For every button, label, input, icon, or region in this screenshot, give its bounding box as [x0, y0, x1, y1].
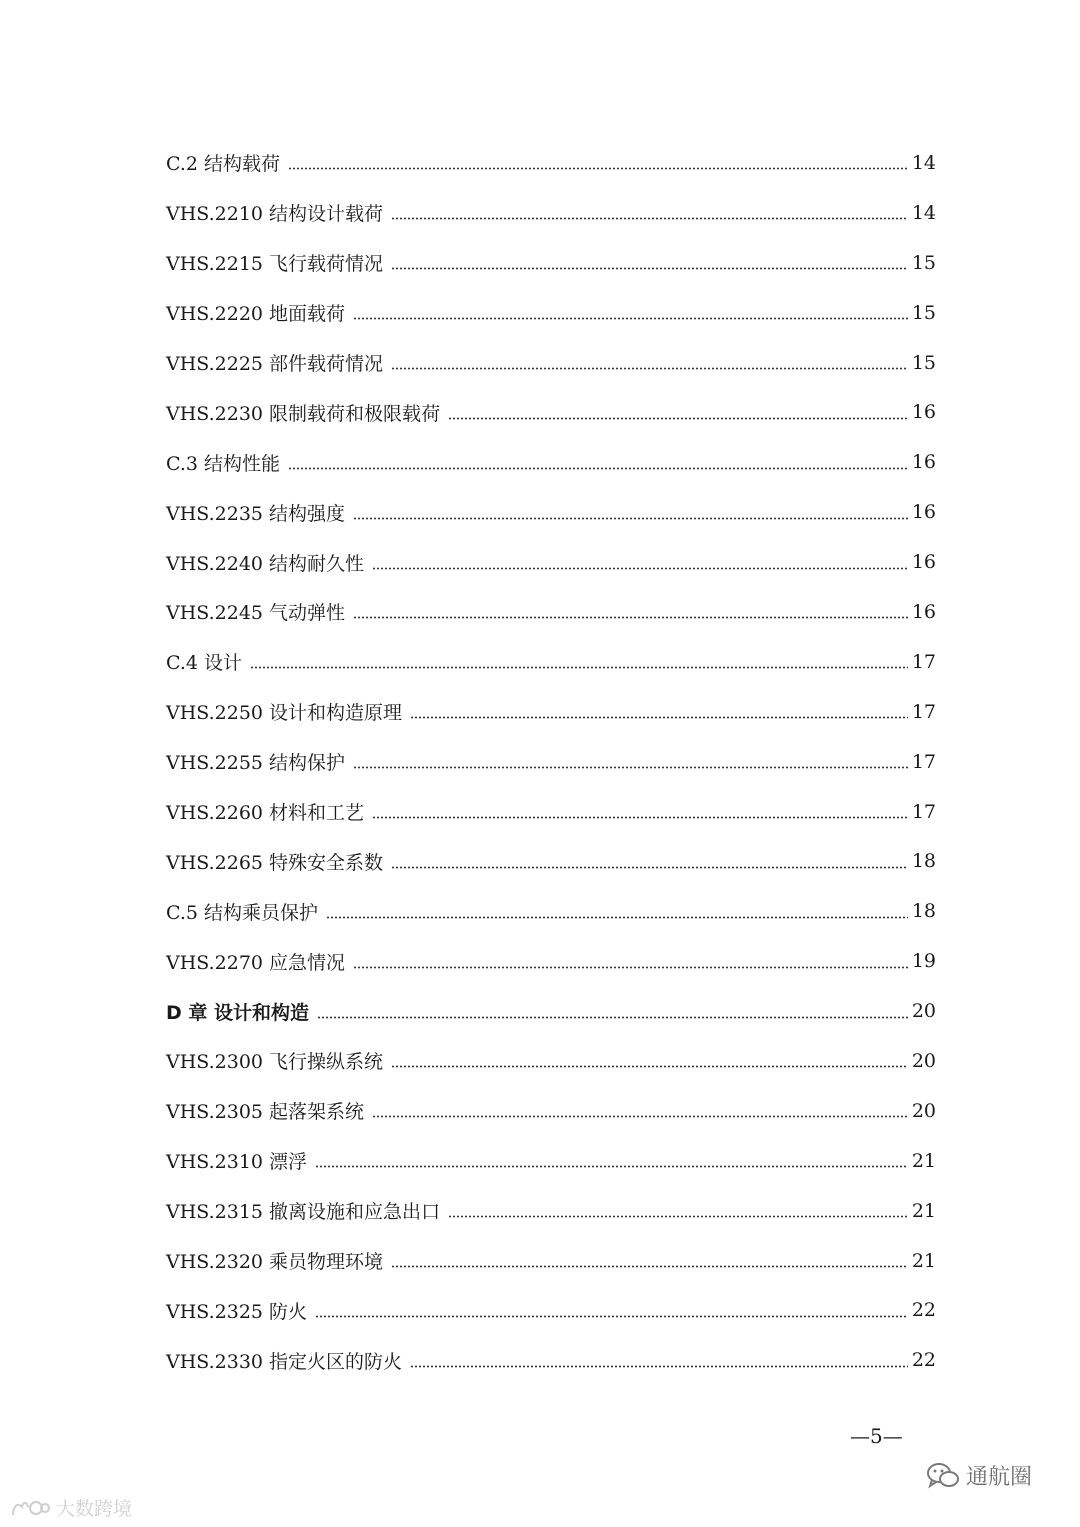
- toc-entry: [166, 587, 936, 637]
- toc-entry: [166, 1285, 936, 1335]
- toc-entry: [166, 238, 936, 288]
- toc-entry: [166, 138, 936, 188]
- toc-leader-dots: [315, 1301, 908, 1320]
- toc-leader-dots: [391, 1251, 908, 1270]
- toc-entry-title: VHS.2260 材料和工艺: [166, 802, 365, 825]
- toc-entry-title: C.3 结构性能: [166, 452, 281, 475]
- toc-entry: [166, 886, 936, 936]
- toc-leader-dots: [391, 852, 908, 871]
- toc-leader-dots: [353, 303, 908, 322]
- toc-entry-page: 16: [911, 501, 936, 524]
- toc-entry: [166, 338, 936, 388]
- toc-entry-title: VHS.2250 设计和构造原理: [166, 702, 403, 725]
- toc-entry-page: 15: [911, 251, 936, 274]
- toc-entry-page: 15: [911, 351, 936, 374]
- toc-entry: [166, 1136, 936, 1186]
- toc-entry-page: 22: [911, 1349, 936, 1372]
- toc-entry-title: C.5 结构乘员保护: [166, 901, 319, 924]
- toc-leader-dots: [353, 602, 908, 621]
- toc-entry: [166, 487, 936, 537]
- toc-entry: [166, 637, 936, 687]
- toc-entry-page: 20: [911, 1000, 936, 1023]
- toc-entry-page: 18: [911, 850, 936, 873]
- toc-entry: [166, 437, 936, 487]
- page-number: —5—: [850, 1424, 903, 1448]
- toc-entry-page: 18: [911, 900, 936, 923]
- toc-entry-title: D 章 设计和构造: [166, 1001, 310, 1024]
- toc-entry: [166, 1186, 936, 1236]
- toc-entry-page: 14: [911, 201, 936, 224]
- toc-entry-title: C.4 设计: [166, 652, 243, 675]
- toc-entry-page: 21: [911, 1199, 936, 1222]
- toc-leader-dots: [448, 1201, 908, 1220]
- toc-entry: [166, 836, 936, 886]
- toc-entry-page: 17: [911, 800, 936, 823]
- hand-logo-icon: [10, 1498, 50, 1518]
- toc-entry-page: 16: [911, 551, 936, 574]
- toc-entry: [166, 986, 936, 1036]
- toc-leader-dots: [372, 1101, 908, 1120]
- toc-entry-title: VHS.2255 结构保护: [166, 752, 346, 775]
- toc-leader-dots: [315, 1151, 908, 1170]
- toc-leader-dots: [391, 203, 908, 222]
- toc-entry-title: VHS.2265 特殊安全系数: [166, 851, 384, 874]
- toc-entry-page: 16: [911, 401, 936, 424]
- watermark-right: [926, 1460, 1032, 1491]
- toc-entry-page: 17: [911, 700, 936, 723]
- toc-leader-dots: [372, 802, 908, 821]
- toc-leader-dots: [391, 353, 908, 372]
- toc-entry-page: 14: [911, 151, 936, 174]
- toc-leader-dots: [448, 403, 908, 422]
- toc-entry: [166, 1335, 936, 1385]
- toc-leader-dots: [410, 702, 908, 721]
- toc-leader-dots: [353, 752, 908, 771]
- toc-leader-dots: [288, 153, 908, 172]
- watermark-left-text: 大数跨境: [56, 1498, 133, 1520]
- toc-entry-page: 15: [911, 301, 936, 324]
- toc-leader-dots: [391, 253, 908, 272]
- toc-entry-title: VHS.2325 防火: [166, 1300, 308, 1323]
- toc-leader-dots: [317, 1002, 908, 1021]
- toc-entry-title: VHS.2235 结构强度: [166, 502, 346, 525]
- toc-entry-title: VHS.2320 乘员物理环境: [166, 1251, 384, 1274]
- toc-leader-dots: [288, 453, 908, 472]
- toc-entry: [166, 288, 936, 338]
- toc-entry-title: VHS.2210 结构设计载荷: [166, 203, 384, 226]
- toc-entry: [166, 1236, 936, 1286]
- toc-entry: [166, 1036, 936, 1086]
- toc-entry-page: 21: [911, 1249, 936, 1272]
- watermark-left: [10, 1494, 132, 1521]
- toc-entry-page: 19: [911, 950, 936, 973]
- toc-entry-title: VHS.2245 气动弹性: [166, 602, 346, 625]
- watermark-right-text: 通航圈: [966, 1465, 1033, 1490]
- toc-leader-dots: [353, 503, 908, 522]
- toc-leader-dots: [410, 1351, 908, 1370]
- toc-entry-title: VHS.2305 起落架系统: [166, 1101, 365, 1124]
- toc-entry-page: 17: [911, 750, 936, 773]
- toc-entry-page: 22: [911, 1299, 936, 1322]
- toc-entry-title: VHS.2220 地面载荷: [166, 303, 346, 326]
- toc-entry: [166, 188, 936, 238]
- toc-entry: [166, 537, 936, 587]
- toc-entry: [166, 687, 936, 737]
- toc-entry: [166, 936, 936, 986]
- toc-leader-dots: [372, 553, 908, 572]
- toc-entry-title: VHS.2240 结构耐久性: [166, 552, 365, 575]
- toc-entry-page: 17: [911, 650, 936, 673]
- toc-leader-dots: [353, 952, 908, 971]
- toc-entry-title: VHS.2230 限制载荷和极限载荷: [166, 402, 441, 425]
- wechat-icon: [926, 1461, 960, 1491]
- toc-entry: [166, 787, 936, 837]
- toc-entry-title: VHS.2310 漂浮: [166, 1151, 308, 1174]
- toc-entry-title: VHS.2330 指定火区的防火: [166, 1350, 403, 1373]
- toc-leader-dots: [326, 902, 908, 921]
- toc-entry: [166, 737, 936, 787]
- toc-entry-page: 21: [911, 1149, 936, 1172]
- toc-entry-page: 16: [911, 451, 936, 474]
- toc-entry-title: VHS.2300 飞行操纵系统: [166, 1051, 384, 1074]
- toc-leader-dots: [391, 1051, 908, 1070]
- toc-entry-page: 16: [911, 600, 936, 623]
- toc-entry: [166, 1086, 936, 1136]
- toc-entry-page: 20: [911, 1099, 936, 1122]
- toc-entry-title: VHS.2225 部件载荷情况: [166, 353, 384, 375]
- toc-entry: [166, 387, 936, 437]
- toc-entry-page: 20: [911, 1049, 936, 1072]
- toc-entry-title: VHS.2315 撤离设施和应急出口: [166, 1201, 441, 1224]
- toc-entry-title: C.2 结构载荷: [166, 153, 281, 176]
- table-of-contents: [166, 138, 936, 1385]
- toc-leader-dots: [250, 652, 908, 671]
- toc-entry-title: VHS.2270 应急情况: [166, 951, 346, 974]
- toc-entry-title: VHS.2215 飞行载荷情况: [166, 253, 384, 276]
